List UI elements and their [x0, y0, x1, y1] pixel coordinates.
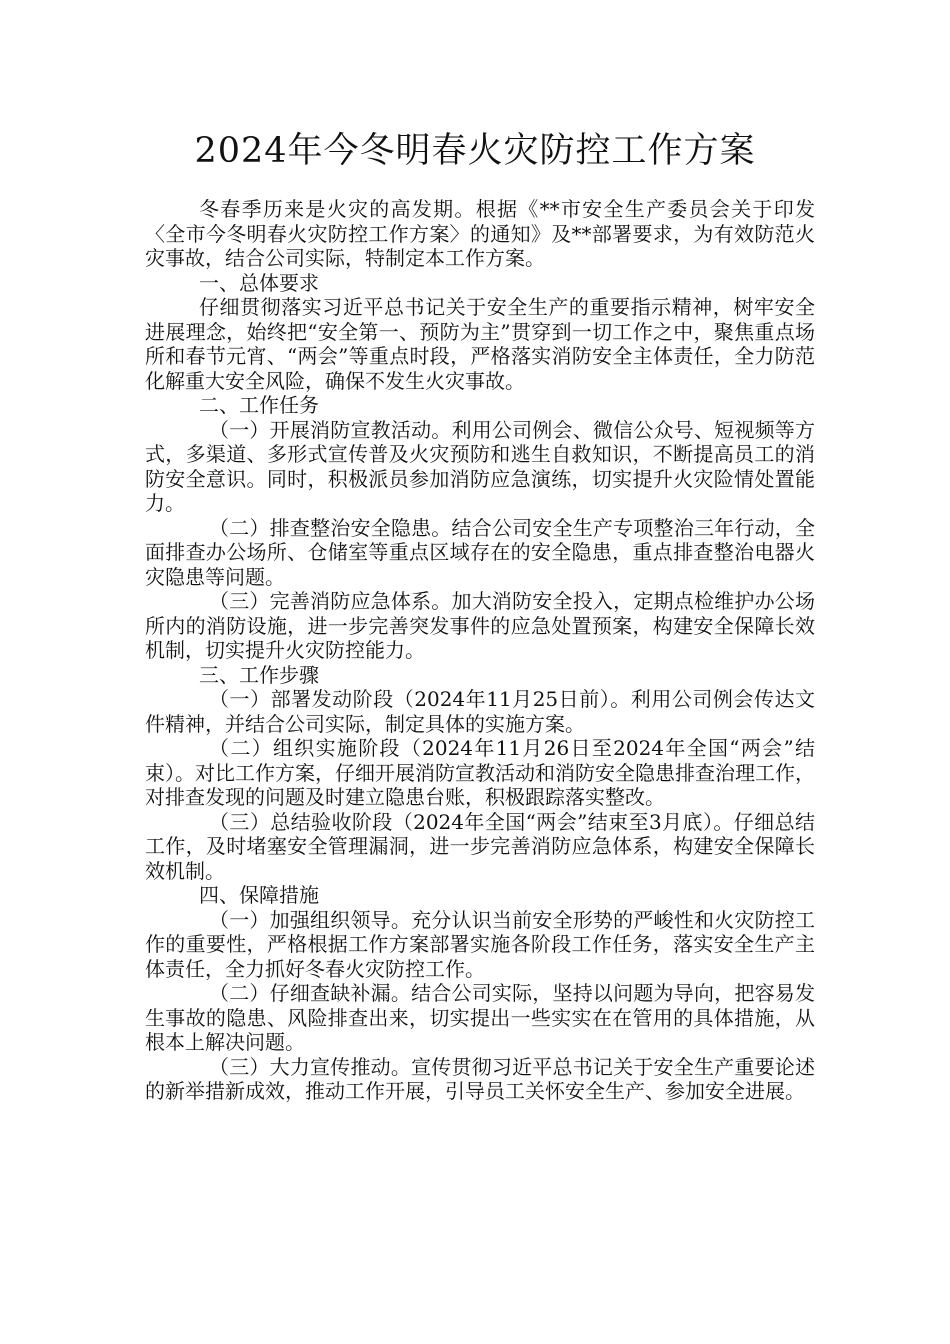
paragraph: 仔细贯彻落实习近平总书记关于安全生产的重要指示精神，树牢安全进展理念，始终把“安全第一、预防为主”贯穿到一切工作之中，聚焦重点场所和春节元宵、“两会”等重点时段，严格落实消防安全主体责任，全力防范化解重大安全风险，确保不发生火灾事故。 — [145, 295, 815, 393]
section-heading: 二、工作任务 — [199, 393, 319, 417]
document-title: 2024年今冬明春火灾防控工作方案 — [194, 131, 756, 171]
paragraph: （三）总结验收阶段（2024年全国“两会”结束至3月底）。仔细总结工作，及时堵塞安全管理漏洞，进一步完善消防应急体系，构建安全保障长效机制。 — [145, 809, 815, 883]
paragraph: （二）组织实施阶段（2024年11月26日至2024年全国“两会”结束）。对比工作方案，仔细开展消防宣教活动和消防安全隐患排查治理工作，对排查发现的问题及时建立隐患台账，积极跟踪落实整改。 — [145, 736, 815, 809]
paragraph: （一）加强组织领导。充分认识当前安全形势的严峻性和火灾防控工作的重要性，严格根据工作方案部署实施各阶段工作任务，落实安全生产主体责任，全力抓好冬春火灾防控工作。 — [145, 907, 815, 981]
paragraph: （二）排查整治安全隐患。结合公司安全生产专项整治三年行动，全面排查办公场所、仓储室等重点区域存在的安全隐患，重点排查整治电器火灾隐患等问题。 — [145, 515, 815, 589]
paragraph: （一）开展消防宣教活动。利用公司例会、微信公众号、短视频等方式，多渠道、多形式宣传普及火灾预防和逃生自救知识，不断提高员工的消防安全意识。同时，积极派员参加消防应急演练，切实提升火灾险情处置能力。 — [145, 417, 815, 515]
section-heading: 三、工作步骤 — [199, 662, 319, 687]
section-heading: 四、保障措施 — [199, 883, 319, 907]
paragraph: （三）大力宣传推动。宣传贯彻习近平总书记关于安全生产重要论述的新举措新成效，推动工作开展，引导员工关怀安全生产、参加安全进展。 — [145, 1054, 815, 1103]
paragraph: （一）部署发动阶段（2024年11月25日前）。利用公司例会传达文件精神，并结合公司实际，制定具体的实施方案。 — [145, 687, 815, 736]
paragraph: 冬春季历来是火灾的高发期。根据《**市安全生产委员会关于印发〈全市今冬明春火灾防控工作方案〉的通知》及**部署要求，为有效防范火灾事故，结合公司实际，特制定本工作方案。 — [145, 197, 815, 270]
section-heading: 一、总体要求 — [199, 270, 319, 295]
document-body — [145, 197, 815, 1104]
paragraph: （三）完善消防应急体系。加大消防安全投入，定期点检维护办公场所内的消防设施，进一步完善突发事件的应急处置预案，构建安全保障长效机制，切实提升火灾防控能力。 — [145, 589, 815, 662]
paragraph: （二）仔细查缺补漏。结合公司实际，坚持以问题为导向，把容易发生事故的隐患、风险排查出来，切实提出一些实实在在管用的具体措施，从根本上解决问题。 — [145, 981, 815, 1054]
